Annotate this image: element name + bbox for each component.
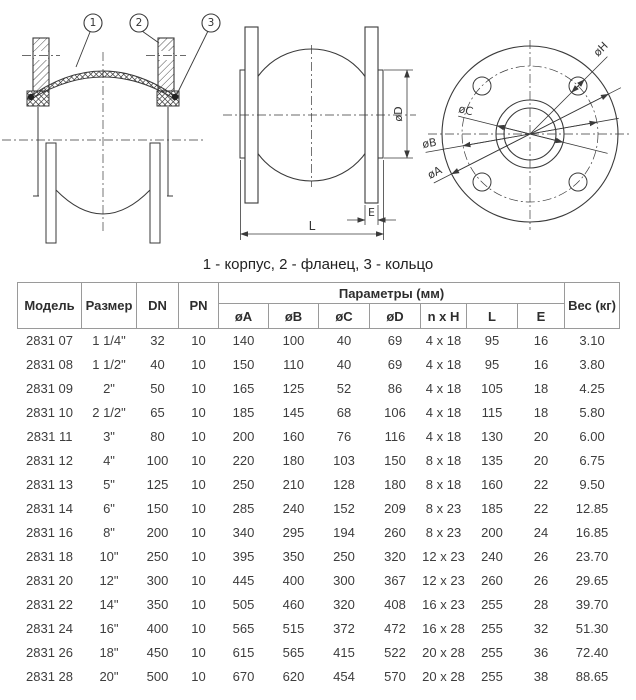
technical-drawings xyxy=(0,0,636,250)
table-cell: 320 xyxy=(333,597,355,612)
table-cell: 8 x 18 xyxy=(425,477,462,492)
table-cell: 150 xyxy=(232,357,255,372)
dim-b-label: øB xyxy=(421,135,438,151)
table-cell: 454 xyxy=(333,669,355,684)
col-header-l: L xyxy=(467,304,518,329)
table-cell: 20" xyxy=(99,669,119,684)
table-cell: 5" xyxy=(103,477,115,492)
table-cell: 4 x 18 xyxy=(425,357,462,372)
table-cell: 128 xyxy=(333,477,355,492)
table-cell: 10 xyxy=(191,333,206,349)
table-row xyxy=(18,593,620,617)
table-cell: 10 xyxy=(191,621,206,636)
table-cell: 10 xyxy=(191,669,206,684)
spec-table xyxy=(17,282,620,689)
table-cell: 10 xyxy=(191,597,206,612)
table-cell: 76 xyxy=(336,429,352,444)
table-row xyxy=(18,521,620,545)
table-cell: 10 xyxy=(191,525,206,540)
table-cell: 6.75 xyxy=(579,453,605,468)
table-cell: 100 xyxy=(146,453,169,468)
col-header-dn: DN xyxy=(137,283,179,329)
table-row xyxy=(18,329,620,353)
table-cell: 4 x 18 xyxy=(425,333,462,349)
table-cell: 2831 18 xyxy=(26,549,73,564)
table-cell: 6" xyxy=(103,501,115,516)
table-cell: 250 xyxy=(146,549,169,564)
table-cell: 250 xyxy=(333,549,355,564)
table-cell: 2831 26 xyxy=(26,645,73,660)
table-row xyxy=(18,425,620,449)
drawing-caption: 1 - корпус, 2 - фланец, 3 - кольцо xyxy=(202,256,434,273)
table-cell: 4 x 18 xyxy=(425,381,462,396)
table-cell: 6.00 xyxy=(579,429,605,444)
table-cell: 16 xyxy=(533,333,549,349)
table-cell: 2831 13 xyxy=(26,477,73,492)
table-cell: 209 xyxy=(384,501,406,516)
table-cell: 2831 12 xyxy=(26,453,73,468)
table-cell: 50 xyxy=(150,381,165,396)
col-header-size: Размер xyxy=(82,283,137,329)
table-cell: 135 xyxy=(481,453,503,468)
table-cell: 1 1/2" xyxy=(92,357,126,372)
col-header-b: øB xyxy=(269,304,319,329)
col-header-params-group: Параметры (мм) xyxy=(219,283,565,304)
col-header-weight: Вес (кг) xyxy=(565,283,620,329)
table-cell: 16 xyxy=(533,357,549,372)
table-cell: 220 xyxy=(232,453,255,468)
dim-d-label: øD xyxy=(392,106,405,122)
table-cell: 620 xyxy=(282,669,305,684)
ring-right xyxy=(172,94,178,100)
table-cell: 8 x 23 xyxy=(425,525,462,540)
table-cell: 23.70 xyxy=(575,549,609,564)
table-cell: 445 xyxy=(232,573,255,588)
table-cell: 32 xyxy=(150,333,165,349)
table-cell: 12 x 23 xyxy=(422,549,465,564)
table-cell: 20 x 28 xyxy=(422,645,465,660)
table-cell: 80 xyxy=(150,429,165,444)
table-cell: 200 xyxy=(232,429,255,444)
dim-a-label: øA xyxy=(425,163,445,182)
table-cell: 39.70 xyxy=(575,597,609,612)
callout-2 xyxy=(130,14,159,43)
table-cell: 10 xyxy=(191,381,206,396)
table-cell: 51.30 xyxy=(575,621,609,636)
callout-3 xyxy=(177,14,220,94)
table-cell: 160 xyxy=(282,429,305,444)
table-cell: 12.85 xyxy=(575,501,609,516)
table-row xyxy=(18,569,620,593)
table-cell: 14" xyxy=(99,597,119,612)
table-cell: 125 xyxy=(282,381,305,396)
table-cell: 10 xyxy=(191,549,206,564)
dimension-b xyxy=(426,118,619,152)
table-cell: 180 xyxy=(282,453,305,468)
table-cell: 460 xyxy=(282,597,305,612)
table-cell: 350 xyxy=(282,549,305,564)
table-cell: 210 xyxy=(282,477,305,492)
table-cell: 2831 11 xyxy=(26,429,73,444)
table-cell: 9.50 xyxy=(579,477,605,492)
table-cell: 1 1/4" xyxy=(92,333,126,349)
dim-l-label: L xyxy=(308,219,316,233)
dim-h-label: øH xyxy=(590,39,611,60)
callout-3-label: 3 xyxy=(207,17,215,29)
col-header-d: øD xyxy=(370,304,421,329)
table-cell: 22 xyxy=(533,501,549,516)
center-lines xyxy=(428,40,632,230)
table-cell: 125 xyxy=(146,477,169,492)
table-cell: 145 xyxy=(282,405,305,420)
table-cell: 185 xyxy=(232,405,255,420)
callout-2-label: 2 xyxy=(135,17,143,29)
table-cell: 10" xyxy=(99,549,119,564)
table-cell: 200 xyxy=(481,525,503,540)
dim-c-label: øC xyxy=(457,102,475,119)
table-cell: 415 xyxy=(333,645,355,660)
section-view-drawing xyxy=(0,0,222,250)
callout-1 xyxy=(76,14,102,67)
table-cell: 10 xyxy=(191,405,206,420)
table-cell: 320 xyxy=(384,549,406,564)
table-cell: 2831 08 xyxy=(26,357,73,372)
table-cell: 100 xyxy=(282,333,305,349)
table-cell: 40 xyxy=(336,333,352,349)
table-cell: 185 xyxy=(481,501,503,516)
table-cell: 52 xyxy=(336,381,352,396)
table-cell: 8" xyxy=(103,525,115,540)
table-cell: 88.65 xyxy=(575,669,609,684)
table-cell: 4 x 18 xyxy=(425,405,462,420)
table-cell: 18" xyxy=(99,645,119,660)
ring-left xyxy=(28,94,34,100)
dim-e-label: E xyxy=(368,206,375,219)
table-cell: 260 xyxy=(384,525,406,540)
table-row xyxy=(18,377,620,401)
table-cell: 10 xyxy=(191,357,206,372)
table-cell: 2831 24 xyxy=(26,621,73,636)
table-cell: 10 xyxy=(191,477,206,492)
table-cell: 4" xyxy=(103,453,115,468)
table-cell: 3.10 xyxy=(579,333,605,349)
table-cell: 28 xyxy=(533,597,549,612)
table-cell: 10 xyxy=(191,453,206,468)
table-cell: 300 xyxy=(146,573,169,588)
dimension-c xyxy=(458,116,607,153)
front-view-drawing xyxy=(420,0,636,246)
table-cell: 285 xyxy=(232,501,255,516)
table-cell: 340 xyxy=(232,525,255,540)
table-row xyxy=(18,353,620,377)
table-cell: 2" xyxy=(103,381,115,396)
table-cell: 260 xyxy=(481,573,503,588)
table-cell: 26 xyxy=(533,573,549,588)
col-header-pn: PN xyxy=(179,283,219,329)
table-cell: 400 xyxy=(282,573,305,588)
table-cell: 5.80 xyxy=(579,405,605,420)
table-cell: 150 xyxy=(146,501,169,516)
table-row xyxy=(18,545,620,569)
col-header-nxh: n x H xyxy=(421,304,467,329)
table-row xyxy=(18,497,620,521)
table-cell: 10 xyxy=(191,573,206,588)
table-cell: 367 xyxy=(384,573,406,588)
table-cell: 12" xyxy=(99,573,119,588)
table-cell: 16 x 23 xyxy=(422,597,465,612)
table-cell: 2831 22 xyxy=(26,597,73,612)
table-cell: 20 xyxy=(533,453,549,468)
table-cell: 152 xyxy=(333,501,355,516)
table-cell: 103 xyxy=(333,453,355,468)
table-cell: 86 xyxy=(387,381,403,396)
table-cell: 3" xyxy=(103,429,115,444)
table-cell: 16 x 28 xyxy=(422,621,465,636)
table-cell: 565 xyxy=(232,621,255,636)
table-cell: 395 xyxy=(232,549,255,564)
table-row xyxy=(18,665,620,689)
col-header-e: E xyxy=(518,304,565,329)
table-cell: 16.85 xyxy=(575,525,609,540)
table-cell: 10 xyxy=(191,429,206,444)
table-cell: 2831 20 xyxy=(26,573,73,588)
table-cell: 69 xyxy=(387,333,403,349)
table-cell: 12 x 23 xyxy=(422,573,465,588)
table-cell: 10 xyxy=(191,645,206,660)
table-cell: 140 xyxy=(232,333,255,349)
table-cell: 36 xyxy=(533,645,549,660)
table-row xyxy=(18,473,620,497)
table-cell: 10 xyxy=(191,501,206,516)
table-cell: 18 xyxy=(533,381,549,396)
col-header-model: Модель xyxy=(18,283,82,329)
table-row xyxy=(18,449,620,473)
table-cell: 472 xyxy=(384,621,406,636)
table-cell: 24 xyxy=(533,525,549,540)
table-cell: 240 xyxy=(282,501,305,516)
table-cell: 18 xyxy=(533,405,549,420)
side-view-drawing xyxy=(220,0,420,250)
table-cell: 400 xyxy=(146,621,169,636)
table-cell: 3.80 xyxy=(579,357,605,372)
table-cell: 16" xyxy=(99,621,119,636)
table-cell: 165 xyxy=(232,381,255,396)
table-cell: 2831 09 xyxy=(26,381,73,396)
table-cell: 160 xyxy=(481,477,503,492)
table-cell: 116 xyxy=(384,429,406,444)
table-cell: 150 xyxy=(384,453,406,468)
table-cell: 255 xyxy=(481,621,503,636)
table-cell: 110 xyxy=(283,357,304,372)
col-header-a: øA xyxy=(219,304,269,329)
col-header-c: øC xyxy=(319,304,370,329)
table-cell: 522 xyxy=(384,645,406,660)
table-cell: 295 xyxy=(282,525,305,540)
table-cell: 570 xyxy=(384,669,406,684)
table-body xyxy=(18,329,620,689)
table-cell: 565 xyxy=(282,645,305,660)
table-row xyxy=(18,641,620,665)
table-cell: 20 xyxy=(533,429,549,444)
table-cell: 40 xyxy=(336,357,352,372)
table-cell: 2831 28 xyxy=(26,669,73,684)
table-cell: 2831 14 xyxy=(26,501,73,516)
table-cell: 4.25 xyxy=(579,381,605,396)
table-cell: 2831 16 xyxy=(26,525,73,540)
table-cell: 408 xyxy=(384,597,406,612)
table-cell: 300 xyxy=(333,573,355,588)
table-cell: 40 xyxy=(150,357,165,372)
table-cell: 8 x 23 xyxy=(425,501,462,516)
table-cell: 4 x 18 xyxy=(425,429,462,444)
table-cell: 505 xyxy=(232,597,255,612)
table-cell: 670 xyxy=(232,669,255,684)
table-cell: 500 xyxy=(146,669,169,684)
table-cell: 115 xyxy=(481,405,503,420)
table-cell: 2 1/2" xyxy=(92,405,126,420)
table-cell: 95 xyxy=(484,333,500,349)
table-cell: 22 xyxy=(533,477,549,492)
table-cell: 26 xyxy=(533,549,549,564)
table-cell: 38 xyxy=(533,669,549,684)
table-cell: 255 xyxy=(481,597,503,612)
table-cell: 68 xyxy=(336,405,352,420)
table-cell: 2831 10 xyxy=(26,405,73,420)
table-cell: 65 xyxy=(150,405,165,420)
table-cell: 250 xyxy=(232,477,255,492)
table-cell: 255 xyxy=(481,645,503,660)
table-cell: 8 x 18 xyxy=(425,453,462,468)
table-cell: 180 xyxy=(384,477,406,492)
table-cell: 240 xyxy=(481,549,503,564)
table-row xyxy=(18,401,620,425)
table-cell: 20 x 28 xyxy=(422,669,465,684)
callout-1-label: 1 xyxy=(89,17,97,29)
table-cell: 350 xyxy=(146,597,169,612)
table-cell: 106 xyxy=(384,405,406,420)
table-cell: 69 xyxy=(387,357,403,372)
table-row xyxy=(18,617,620,641)
table-cell: 255 xyxy=(481,669,503,684)
table-cell: 32 xyxy=(533,621,549,636)
table-cell: 515 xyxy=(282,621,305,636)
table-cell: 200 xyxy=(146,525,169,540)
table-cell: 105 xyxy=(481,381,503,396)
table-cell: 2831 07 xyxy=(26,333,73,349)
table-cell: 29.65 xyxy=(575,573,609,588)
table-cell: 372 xyxy=(333,621,355,636)
table-cell: 194 xyxy=(333,525,355,540)
table-cell: 450 xyxy=(146,645,169,660)
table-cell: 130 xyxy=(481,429,503,444)
table-cell: 615 xyxy=(232,645,255,660)
table-cell: 72.40 xyxy=(575,645,609,660)
table-cell: 95 xyxy=(484,357,500,372)
